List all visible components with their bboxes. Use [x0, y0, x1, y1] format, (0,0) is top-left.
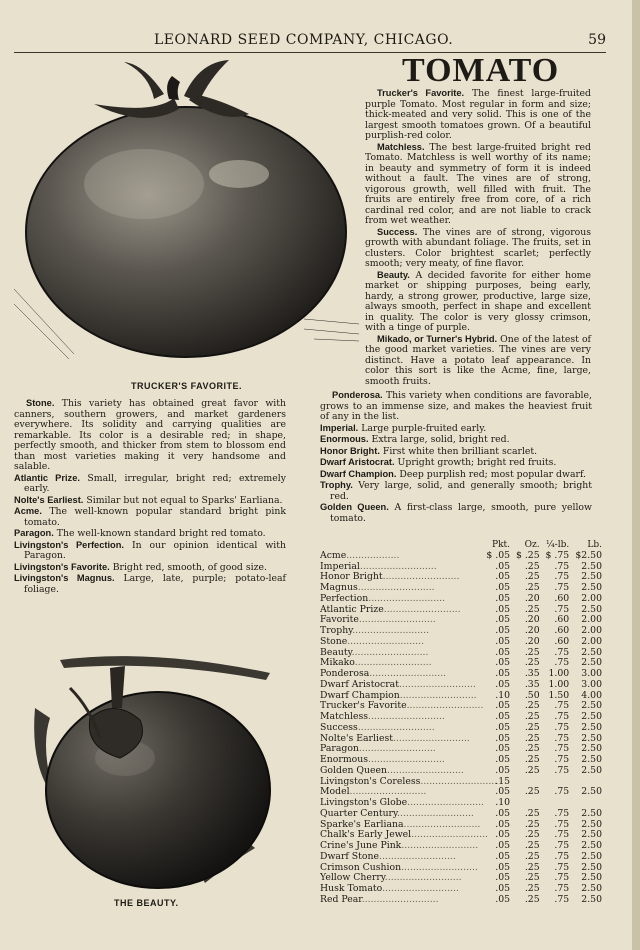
price-pkt: .10 [495, 797, 511, 808]
variety-name: Perfection [320, 592, 369, 604]
variety-name: Mikako [320, 657, 355, 669]
price-lb: 3.00 [581, 678, 602, 690]
price-pkt: .05 [495, 614, 511, 626]
variety-name: Yellow Cherry [320, 872, 385, 884]
price-row: Yellow Cherry.......................... .05 .25 .75 2.50 [320, 872, 602, 884]
price-row: Husk Tomato.......................... .05 .25 .75 2.50 [320, 883, 602, 894]
price-row: Model.......................... .05 .25 .75 2.50 [320, 786, 602, 798]
price-table [320, 540, 602, 906]
price-oz: .20 [524, 614, 540, 626]
price-row: Dwarf Aristocrat.......................... .05 .35 1.00 3.00 [320, 678, 602, 690]
price-row: Chalk's Early Jewel.......................... .05 .25 .75 2.50 [320, 829, 602, 841]
price-lb: 2.50 [581, 582, 602, 593]
price-quarter-lb: .75 [554, 560, 570, 572]
variety-name: Trophy [320, 625, 353, 636]
price-row: Acme.................. $ .05 $ .25 $ .75 $2.50 [320, 549, 602, 561]
header-pkt: Pkt. [492, 540, 511, 550]
variety-name: Dwarf Stone [320, 850, 379, 862]
price-pkt: .10 [495, 689, 511, 701]
desc-enormous: Enormous. Extra large, solid, bright red. [320, 434, 510, 445]
truckers-favorite-illustration [14, 54, 364, 379]
right-short-descriptions [320, 390, 592, 524]
variety-name: Golden Queen [320, 764, 387, 776]
price-oz: .25 [524, 571, 540, 583]
price-row: Beauty.......................... .05 .25 .75 2.50 [320, 646, 602, 658]
header-lb: Lb. [587, 540, 602, 550]
price-pkt: .05 [495, 700, 511, 712]
price-pkt: .05 [495, 571, 511, 583]
price-row: Quarter Century.......................... .05 .25 .75 2.50 [320, 807, 602, 819]
price-lb: 2.50 [581, 571, 602, 583]
price-quarter-lb: .75 [554, 743, 570, 755]
price-pkt: .05 [495, 657, 511, 669]
desc-livingstons-favorite: Livingston's Favorite. Bright red, smooth, of good size. [14, 561, 267, 573]
price-quarter-lb: 1.00 [548, 668, 570, 679]
desc-noltes-earliest: Nolte's Earliest. Similar but not equal to Sparks' Earliana. [14, 494, 283, 506]
price-quarter-lb: .60 [554, 592, 570, 604]
price-lb: 2.50 [581, 840, 602, 851]
price-lb: 4.00 [581, 689, 602, 701]
price-pkt: .05 [495, 646, 511, 658]
price-oz: .25 [524, 721, 540, 733]
variety-name: Matchless [320, 711, 369, 722]
price-quarter-lb: .75 [554, 721, 570, 733]
price-quarter-lb: .75 [554, 700, 570, 712]
variety-name: Ponderosa [320, 668, 370, 679]
price-oz: .20 [524, 592, 540, 604]
price-quarter-lb: .75 [554, 829, 570, 841]
price-oz: .25 [524, 582, 540, 593]
variety-name: Livingston's Coreless [320, 775, 421, 787]
price-lb: 2.50 [581, 721, 602, 733]
price-lb: 2.50 [581, 807, 602, 819]
price-row: Magnus.......................... .05 .25 .75 2.50 [320, 582, 602, 593]
price-quarter-lb: .60 [554, 614, 570, 626]
variety-name: Acme [320, 549, 347, 561]
price-lb: 2.50 [581, 883, 602, 894]
price-row: Red Pear.......................... .05 .25 .75 2.50 [320, 893, 602, 905]
price-oz: .25 [524, 603, 540, 615]
price-oz: .25 [524, 840, 540, 851]
price-quarter-lb: .75 [554, 861, 570, 873]
price-row: Livingston's Globe.......................... .10 [320, 798, 602, 809]
price-row: Perfection.......................... .05 .20 .60 2.00 [320, 592, 602, 604]
price-pkt: .05 [495, 592, 511, 604]
beauty-illustration [30, 648, 275, 898]
price-pkt: .15 [495, 775, 511, 787]
price-pkt: .05 [495, 668, 511, 679]
price-lb: 2.50 [581, 646, 602, 658]
price-quarter-lb: $ .75 [545, 549, 570, 561]
variety-name: Magnus [320, 582, 358, 593]
price-oz: .25 [524, 807, 540, 819]
variety-name: Dwarf Champion [320, 689, 400, 701]
variety-name: Sparke's Earliana [320, 818, 404, 830]
price-row: Golden Queen.......................... .05 .25 .75 2.50 [320, 764, 602, 776]
price-row: Enormous.......................... .05 .25 .75 2.50 [320, 754, 602, 765]
price-lb: 2.50 [581, 732, 602, 744]
price-pkt: .05 [495, 850, 511, 862]
price-row: Ponderosa.......................... .05 .35 1.00 3.00 [320, 668, 602, 679]
price-row: Favorite.......................... .05 .20 .60 2.00 [320, 614, 602, 626]
variety-name: Quarter Century [320, 807, 398, 819]
variety-name: Atlantic Prize [320, 603, 384, 615]
price-row: Success.......................... .05 .25 .75 2.50 [320, 721, 602, 733]
price-oz: $ .25 [515, 549, 540, 561]
price-pkt: .05 [495, 829, 511, 841]
top-caption: TRUCKER'S FAVORITE. [131, 381, 242, 391]
price-oz: .25 [524, 893, 540, 905]
price-quarter-lb: .75 [554, 883, 570, 894]
price-oz: .25 [524, 732, 540, 744]
variety-name: Enormous [320, 754, 368, 765]
price-lb: 2.50 [581, 743, 602, 755]
price-quarter-lb: .75 [554, 711, 570, 722]
price-quarter-lb: .75 [554, 603, 570, 615]
price-oz: .20 [524, 625, 540, 636]
price-lb: 2.00 [581, 614, 602, 626]
price-pkt: .05 [495, 754, 511, 765]
variety-name: Livingston's Globe [320, 797, 408, 808]
desc-livingstons-magnus: Livingston's Magnus. Large, late, purple; potato-leaf foliage. [14, 573, 286, 595]
price-pkt: .05 [495, 721, 511, 733]
desc-truckers-favorite: Trucker's Favorite. The finest large-fruited purple Tomato. Most regular in form and size; thick-meated and very solid. This is one of the largest smooth tomatoes grown. Of a beautiful purplish-red color. [365, 88, 591, 141]
price-pkt: .05 [495, 732, 511, 744]
desc-matchless: Matchless. The best large-fruited bright red Tomato. Matchless is well worthy of its name; in beauty and symmetry of form it is indeed without a fault. The vines are of strong, vigorous growth, well filled with fruit. The fruits are entirely free from core, of a rich cardinal red color, and are not liable to crack from wet weather. [365, 141, 591, 226]
price-oz: .25 [524, 818, 540, 830]
price-row: Dwarf Stone.......................... .05 .25 .75 2.50 [320, 850, 602, 862]
price-oz: .25 [524, 850, 540, 862]
desc-livingstons-perfection: Livingston's Perfection. In our opinion identical with Paragon. [14, 539, 286, 561]
variety-name: Chalk's Early Jewel [320, 829, 412, 841]
price-pkt: .05 [495, 786, 511, 798]
variety-name: Honor Bright [320, 571, 383, 583]
desc-dwarf-aristocrat: Dwarf Aristocrat. Upright growth; bright red fruits. [320, 457, 557, 468]
company-name: LEONARD SEED COMPANY, CHICAGO. [154, 32, 454, 48]
page-spine [632, 0, 640, 950]
price-row: Trophy.......................... .05 .20 .60 2.00 [320, 625, 602, 636]
price-quarter-lb: .75 [554, 764, 570, 776]
desc-acme: Acme. The well-known popular standard bright pink tomato. [14, 506, 286, 528]
price-lb: 2.50 [581, 786, 602, 798]
price-lb: 2.50 [581, 818, 602, 830]
variety-name: Husk Tomato [320, 883, 383, 894]
price-pkt: .05 [495, 743, 511, 755]
price-row: Atlantic Prize.......................... .05 .25 .75 2.50 [320, 603, 602, 615]
variety-name: Stone [320, 635, 348, 647]
price-oz: .25 [524, 700, 540, 712]
desc-golden-queen: Golden Queen. A first-class large, smooth, pure yellow tomato. [320, 502, 592, 524]
desc-ponderosa: Ponderosa. This variety when conditions are favorable, grows to an immense size, and makes the heaviest fruit of any in the list. [320, 390, 592, 422]
variety-name: Success [320, 721, 358, 733]
price-quarter-lb: .75 [554, 732, 570, 744]
price-lb: 2.50 [581, 764, 602, 776]
price-lb: 2.50 [581, 754, 602, 765]
price-quarter-lb: .75 [554, 571, 570, 583]
price-pkt: .05 [495, 603, 511, 615]
price-oz: .25 [524, 786, 540, 798]
price-pkt: .05 [495, 711, 511, 722]
price-pkt: .05 [495, 807, 511, 819]
section-title: TOMATO [402, 52, 560, 89]
price-lb: 2.50 [581, 850, 602, 862]
bottom-caption: THE BEAUTY. [114, 898, 179, 908]
price-oz: .25 [524, 872, 540, 884]
price-pkt: .05 [495, 560, 511, 572]
price-pkt: .05 [495, 872, 511, 884]
variety-name: Imperial [320, 560, 360, 572]
price-quarter-lb: 1.00 [548, 678, 570, 690]
price-lb: $2.50 [575, 549, 602, 561]
price-row: Dwarf Champion.......................... .10 .50 1.50 4.00 [320, 689, 602, 701]
page-number: 59 [588, 32, 606, 48]
price-oz: .25 [524, 754, 540, 765]
price-oz: .25 [524, 743, 540, 755]
price-row: Nolte's Earliest.......................... .05 .25 .75 2.50 [320, 732, 602, 744]
desc-dwarf-champion: Dwarf Champion. Deep purplish red; most popular dwarf. [320, 468, 587, 480]
variety-name: Red Pear [320, 893, 362, 905]
price-oz: .20 [524, 635, 540, 647]
price-pkt: $ .05 [486, 549, 511, 561]
price-quarter-lb: .75 [554, 893, 570, 905]
price-lb: 2.50 [581, 872, 602, 884]
price-row: Honor Bright.......................... .05 .25 .75 2.50 [320, 571, 602, 583]
price-lb: 2.50 [581, 829, 602, 841]
price-pkt: .05 [495, 764, 511, 776]
price-oz: .25 [524, 829, 540, 841]
variety-name: Crimson Cushion [320, 861, 402, 873]
desc-paragon: Paragon. The well-known standard bright red tomato. [14, 528, 266, 539]
variety-name: Dwarf Aristocrat [320, 678, 399, 690]
price-oz: .25 [524, 711, 540, 722]
price-pkt: .05 [495, 861, 511, 873]
desc-stone: Stone. This variety has obtained great favor with canners, southern growers, and market gardeners everywhere. Its solidity and carrying qualities are remarkable. Its color is a desirable red; in shape, perfectly smooth, and thicker from stem to blossom end than most varieties making it very handsome and salable. [14, 398, 286, 472]
price-oz: .25 [524, 560, 540, 572]
price-quarter-lb: .75 [554, 840, 570, 851]
variety-name: Paragon [320, 743, 359, 755]
price-row: Matchless.......................... .05 .25 .75 2.50 [320, 711, 602, 722]
price-row: Sparke's Earliana.......................... .05 .25 .75 2.50 [320, 818, 602, 830]
desc-honor-bright: Honor Bright. First white then brilliant scarlet. [320, 445, 538, 457]
price-quarter-lb: .75 [554, 786, 570, 798]
page-header [14, 30, 606, 53]
variety-name: Nolte's Earliest [320, 732, 393, 744]
left-descriptions [14, 398, 286, 595]
variety-name: Trucker's Favorite [320, 700, 407, 712]
price-quarter-lb: 1.50 [548, 689, 570, 701]
price-pkt: .05 [495, 678, 511, 690]
price-lb: 2.50 [581, 700, 602, 712]
price-lb: 2.50 [581, 657, 602, 669]
variety-name: Model [320, 786, 350, 798]
price-oz: .35 [524, 678, 540, 690]
price-pkt: .05 [495, 582, 511, 593]
price-row: Mikako.......................... .05 .25 .75 2.50 [320, 657, 602, 669]
header-quarter-lb: ¼-lb. [545, 540, 570, 550]
right-descriptions [365, 88, 591, 387]
header-oz: Oz. [524, 540, 540, 550]
desc-beauty: Beauty. A decided favorite for either home market or shipping purposes, being early, hardy, a strong grower, productive, large size, always smooth, perfect in shape and excellent in quality. The color is very glossy crimson, with a tinge of purple. [365, 269, 591, 333]
desc-trophy: Trophy. Very large, solid, and generally smooth; bright red. [320, 480, 592, 502]
price-lb: 2.50 [581, 603, 602, 615]
price-quarter-lb: .60 [554, 625, 570, 636]
variety-name: Favorite [320, 614, 359, 626]
price-quarter-lb: .75 [554, 818, 570, 830]
price-oz: .25 [524, 883, 540, 894]
price-oz: .25 [524, 861, 540, 873]
price-lb: 2.50 [581, 893, 602, 905]
price-pkt: .05 [495, 893, 511, 905]
desc-mikado: Mikado, or Turner's Hybrid. One of the latest of the good market varieties. The vines are very distinct. Have a potato leaf appearance. In color this sort is like the Acme, fine, large, smooth fruits. [365, 333, 591, 387]
price-row: Livingston's Coreless.......................... .15 [320, 777, 602, 788]
price-pkt: .05 [495, 818, 511, 830]
price-quarter-lb: .75 [554, 657, 570, 669]
price-oz: .50 [524, 689, 540, 701]
price-oz: .25 [524, 764, 540, 776]
price-row: Trucker's Favorite.......................... .05 .25 .75 2.50 [320, 700, 602, 712]
price-quarter-lb: .75 [554, 646, 570, 658]
price-row: Stone.......................... .05 .20 .60 2.00 [320, 635, 602, 647]
price-row: Crimson Cushion.......................... .05 .25 .75 2.50 [320, 861, 602, 873]
price-lb: 2.00 [581, 592, 602, 604]
price-oz: .25 [524, 646, 540, 658]
price-lb: 2.50 [581, 861, 602, 873]
variety-name: Beauty [320, 646, 352, 658]
price-lb: 2.50 [581, 711, 602, 722]
price-pkt: .05 [495, 883, 511, 894]
price-quarter-lb: .75 [554, 872, 570, 884]
price-oz: .25 [524, 657, 540, 669]
price-lb: 2.00 [581, 625, 602, 636]
price-lb: 2.50 [581, 560, 602, 572]
price-quarter-lb: .75 [554, 582, 570, 593]
variety-name: Crine's June Pink [320, 840, 402, 851]
desc-atlantic-prize: Atlantic Prize. Small, irregular, bright red; extremely early. [14, 472, 286, 494]
price-row: Crine's June Pink.......................... .05 .25 .75 2.50 [320, 840, 602, 851]
price-quarter-lb: .75 [554, 807, 570, 819]
price-pkt: .05 [495, 625, 511, 636]
desc-success: Success. The vines are of strong, vigorous growth with abundant foliage. The fruits, set in clusters. Color brightest scarlet; perfectly smooth; very meaty, of fine flavor. [365, 226, 591, 269]
price-pkt: .05 [495, 635, 511, 647]
price-quarter-lb: .60 [554, 635, 570, 647]
price-lb: 2.00 [581, 635, 602, 647]
price-quarter-lb: .75 [554, 850, 570, 862]
price-row: Imperial.......................... .05 .25 .75 2.50 [320, 560, 602, 572]
price-quarter-lb: .75 [554, 754, 570, 765]
price-lb: 3.00 [581, 668, 602, 679]
price-row: Paragon.......................... .05 .25 .75 2.50 [320, 743, 602, 755]
price-oz: .35 [524, 668, 540, 679]
price-pkt: .05 [495, 840, 511, 851]
desc-imperial: Imperial. Large purple-fruited early. [320, 422, 487, 434]
